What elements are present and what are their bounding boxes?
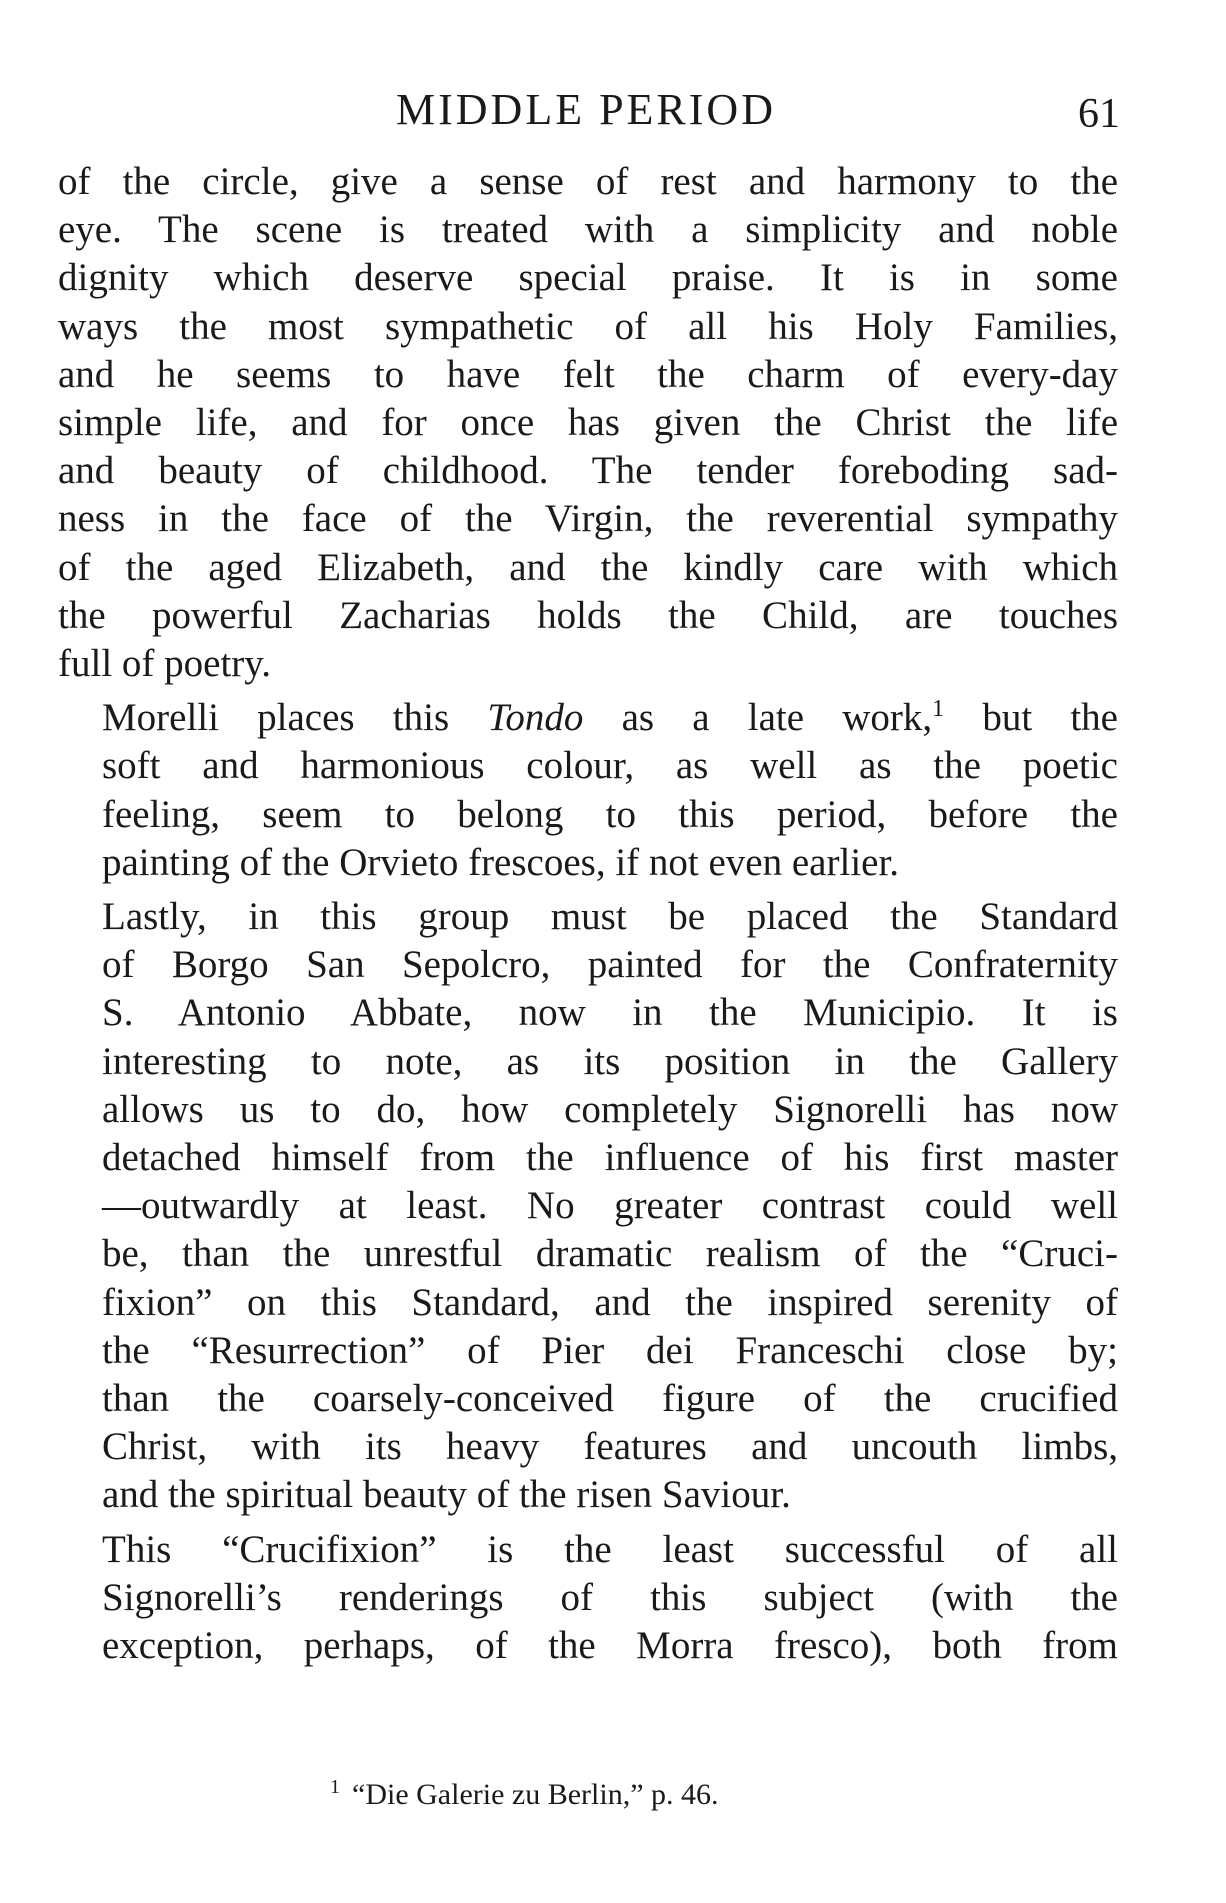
text-line: of the aged Elizabeth, and the kindly care with which [58,545,1118,589]
text-line: painting of the Orvieto frescoes, if not even earlier. [102,840,900,884]
text-line: and he seems to have felt the charm of every-day [58,352,1118,396]
text-line: Lastly, in this group must be placed the Standard [102,895,1118,939]
running-head [0,84,1226,144]
text-line: interesting to note, as its position in the Gallery [102,1039,1118,1083]
text-line: ways the most sympathetic of all his Holy Families, [58,304,1118,348]
text-line: fixion” on this Standard, and the inspired serenity of [102,1280,1118,1324]
paragraph-1 [58,158,1118,688]
text-line: dignity which deserve special praise. It is in some [58,256,1118,300]
text-line: Christ, with its heavy features and uncouth limbs, [102,1425,1118,1469]
text-line: exception, perhaps, of the Morra fresco), both from [102,1624,1118,1668]
text-line: simple life, and for once has given the Christ the life [58,401,1118,445]
text-run: but the [944,696,1118,740]
paragraph-2 [58,694,1118,887]
text-line: and the spiritual beauty of the risen Saviour. [102,1473,791,1517]
text-line: S. Antonio Abbate, now in the Municipio. It is [102,991,1118,1035]
paragraph-3 [58,893,1118,1520]
footnote-mark: 1 [330,1776,340,1798]
text-line: the “Resurrection” of Pier dei Franceschi close by; [102,1328,1118,1372]
text-line: soft and harmonious colour, as well as the poetic [102,744,1118,788]
page-number: 61 [1078,91,1120,137]
running-title: MIDDLE PERIOD [396,85,776,134]
text-line: Signorelli’s renderings of this subject (with the [102,1575,1118,1619]
text-line: the powerful Zacharias holds the Child, are touches [58,593,1118,637]
text-line: than the coarsely-conceived figure of the crucified [102,1377,1118,1421]
text-run: Morelli places this [102,696,488,740]
paragraph-4 [58,1526,1118,1671]
text-line [58,694,1118,742]
text-line: feeling, seem to belong to this period, before the [102,792,1118,836]
text-line: detached himself from the influence of his first master [102,1136,1118,1180]
italic-title: Tondo [487,696,584,740]
text-run: as a late work, [583,696,933,740]
text-line: ness in the face of the Virgin, the reverential sympathy [58,497,1118,541]
text-line: This “Crucifixion” is the least successful of all [102,1527,1118,1571]
text-line: of the circle, give a sense of rest and harmony to the [58,160,1118,203]
text-line: eye. The scene is treated with a simplicity and noble [58,208,1118,252]
footnote-reference[interactable]: 1 [932,696,945,723]
footnote [330,1778,719,1812]
text-line: be, than the unrestful dramatic realism of the “Cruci- [102,1232,1118,1276]
footnote-text: “Die Galerie zu Berlin,” p. 46. [352,1778,719,1811]
text-line: and beauty of childhood. The tender foreboding sad- [58,449,1118,493]
text-line: of Borgo San Sepolcro, painted for the Confraternity [102,943,1118,987]
text-line: —outwardly at least. No greater contrast could well [102,1184,1118,1228]
body-text [58,158,1118,1670]
text-line: full of poetry. [58,642,271,686]
text-line: allows us to do, how completely Signorelli has now [102,1087,1118,1131]
